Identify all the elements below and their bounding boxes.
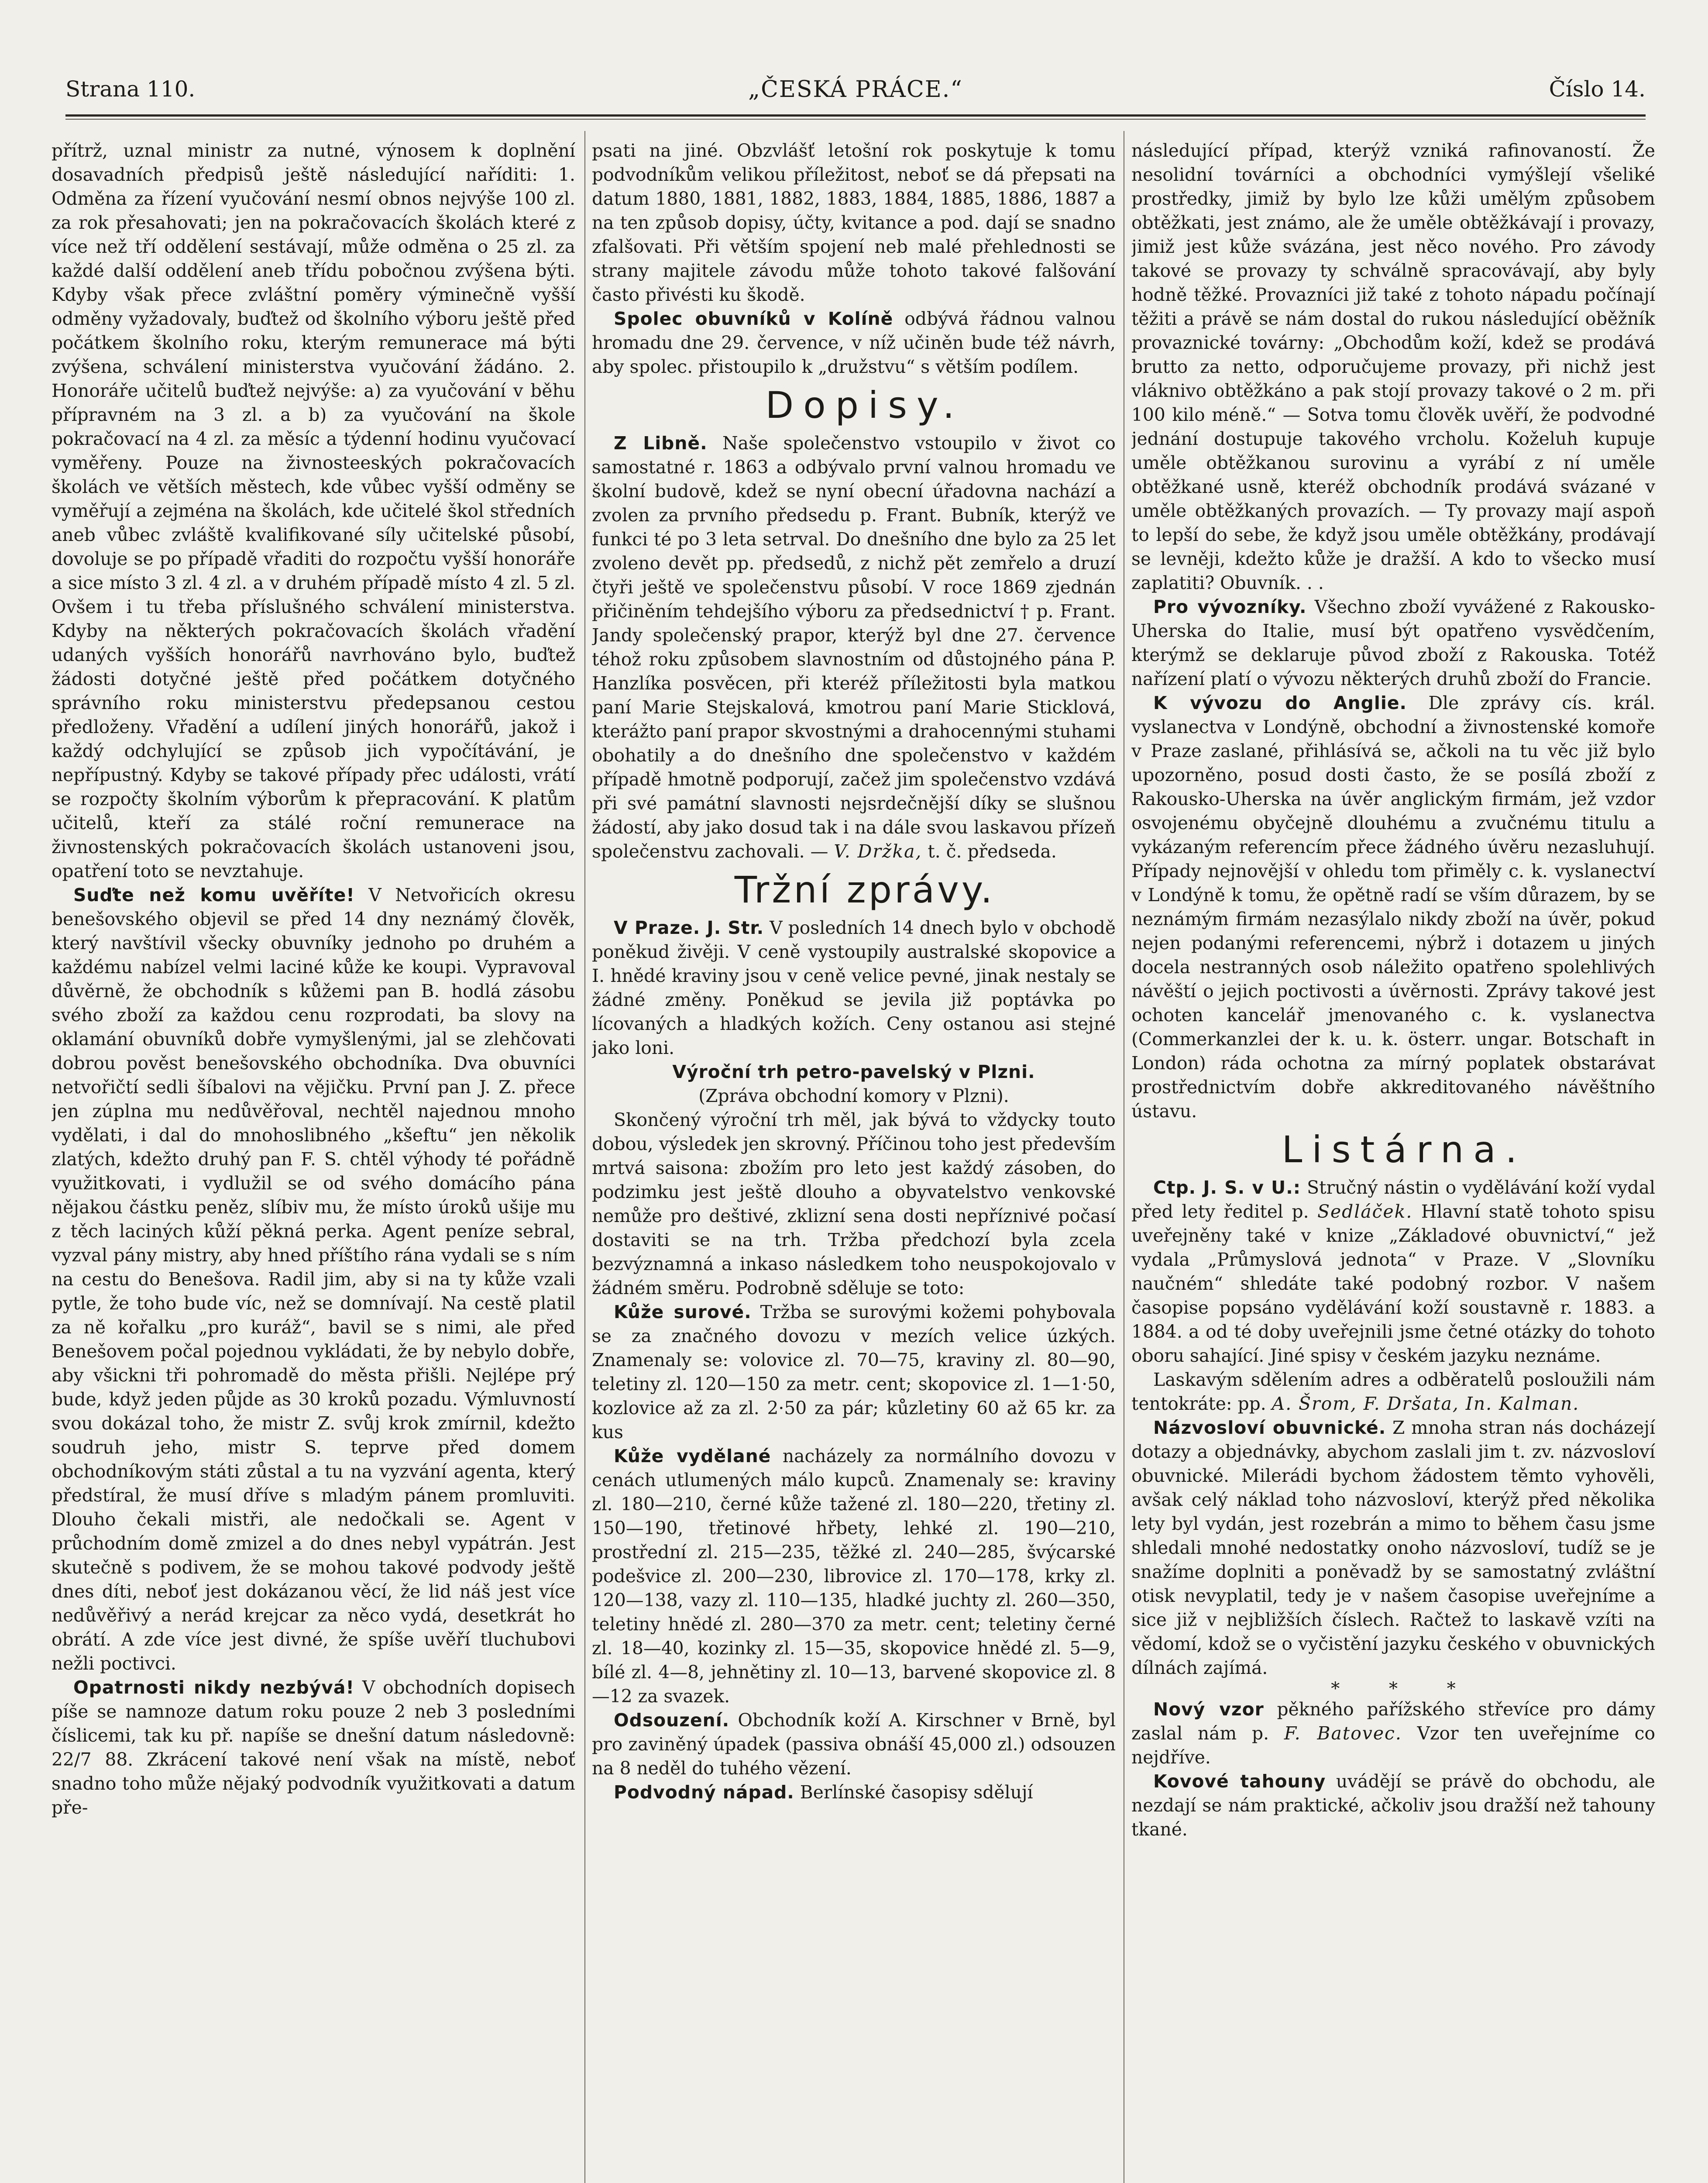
article-body: Všechno zboží vyvážené z Rakousko-Uherska do Italie, musí být opatřeno vysvědčením, kterýmž se deklaruje původ zboží z Rakouska. Totéž nařízení platí o vývozu některých druhů zboží do Francie. [1131,596,1655,689]
article-subheading-plzen: (Zpráva obchodní komory v Plzni). [698,1085,1009,1106]
article-body: Obchodník koží A. Kirschner v Brně, byl pro zaviněný úpadek (passiva obnáší 45,000 zl.) odsouzen na 8 neděl do tuhého vězení. [592,1710,1116,1779]
article-body: Berlínské časopisy sdělují [800,1782,1033,1803]
person-name: F. Batovec. [1284,1723,1402,1744]
article-heading: Pro vývozníky. [1153,596,1307,617]
separator-stars: * * * [1331,1679,1478,1699]
article-liben [592,431,1116,864]
article-continued: psati na jiné. Obzvlášť letošní rok poskytuje k tomu podvodníkům velikou příležitost, neboť se dá přepsati na datum 1880, 1881, 1882, 1883, 1884, 1885, 1886, 1887 a na ten způsob dopisy, účty, kvitance a pod. dají se snadno zfalšovati. Při větším spojení neb malé přehlednosti se strany majitele závodu může tohoto takové falšování často přivésti ku škodě. [592,140,1116,305]
article-sentence [592,1708,1116,1780]
section-title-dopisy: Dopisy. [765,384,964,427]
letter-addresses [1131,1368,1655,1416]
article-body: Z mnoha stran nás docházejí dotazy a objednávky, abychom zaslali jim t. zv. názvosloví obuvnické. Milerádi bychom žádostem těmto vyhověli, avšak celý náklad toho názvosloví, kterýž před několika lety byl vydán, jest rozebrán a mimo to během času jsme shledali mnohé nedostatky onoho názvosloví, tudíž se je snažíme doplniti a poněvadž by se samostatný zvláštní otisk nevyplatil, tedy je v našem časopise uveřejníme a sice již v nejbližších číslech. Račtež to laskavě vzíti na vědomí, kdož se o vyčistění jazyku českého v obuvnických dílnách zajímá. [1131,1417,1655,1678]
article-heading: Suďte než komu uvěříte! [73,885,355,906]
article-body: pěkného pařížského střevíce pro dámy zaslal nám p. [1131,1699,1655,1744]
article-body: nacházely za normálního dovozu v cenách utlumených málo kupců. Znamenaly se: kraviny zl. 180—210, černé kůže tažené zl. 180—220, třetiny zl. 150—190, třetinové hřbety, lehké zl. 190—210, prostřední zl. 215—235, těžké zl. 240—285, švýcarské podešvice zl. 200—230, librovice zl. 170—178, krky zl. 120—138, vazy zl. 110—135, hladké juchty zl. 260—350, teletiny hnědé zl. 280—370 za metr. cent; teletiny černé zl. 18—40, kozinky zl. 15—35, skopovice hnědé zl. 5—9, bílé zl. 4—8, jehnětiny zl. 10—13, barvené skopovice zl. 8—12 za svazek. [592,1446,1116,1707]
article-body: odbývá řádnou valnou hromadu dne 29. července, v níž učiněn bude též návrh, aby spolec. přistoupilo k „družstvu“ s větším podílem. [592,308,1116,377]
article-continued: následující případ, kterýž vzniká rafinovaností. Že nesolidní továrníci a obchodníci vymýšlejí všeliké prostředky, jimiž by bylo lze kůži umělým způsobem obtěžkati, jest známo, ale že uměle obtěžkávají i provazy, jimiž jest kůže svázána, jest něco nového. Pro závody takové se provazy ty schválně spracovávají, aby byly hodně těžké. Provazníci již také z tohoto nápadu počínají těžiti a právě se nám dostal do rukou následující oběžník provaznické továrny: „Obchodům koží, kdež se prodává brutto za netto, odporučujeme provazy, při nichž jest vláknivo obtěžkáno a pak stojí provazy takové o 2 m. při 100 kilo méně.“ — Sotva tomu člověk uvěří, že podvodné jednání dostupuje takového vrcholu. Koželuh kupuje uměle obtěžkanou surovinu a vyrábí z ní uměle obtěžkané usně, kteréž obchodník prodává svázané v uměle obtěžkaných provazích. — Ty provazy mají aspoň to lepší do sebe, že když jsou uměle obtěžkány, prodávají se levněji, kdežto kůže je dražší. A kdo to všecko musí zaplatiti? Obuvník. . . [1131,140,1655,593]
article-body: V posledních 14 dnech bylo v obchodě poněkud živěji. V ceně vystoupily australské skopovice a I. hnědé kraviny jsou v ceně velice pevné, jinak nestaly se žádné změny. Poněkud se jevila již poptávka po lícovaných a hladkých kožích. Ceny ostanou asi stejné jako loni. [592,917,1116,1058]
column-1 [52,139,575,2183]
article-body: V Netvořicích okresu benešovského objevil se před 14 dny neznámý člověk, který navštívil všecky obuvníky jednoho po druhém a každému nabízel velmi laciné kůže ke koupi. Vypravoval důvěrně, že obchodník s kůžemi pan B. hodlá zásobu svého zboží za každou cenu rozprodati, ba slovy na oklamání obuvníků dobře vymyšlenými, jal se zlehčovati dobrou pověst benešovského obchodníka. Dva obuvníci netvořičtí sedli šíbalovi na vějičku. První pan J. Z. přece jen zúplna mu nedůvěřoval, nechtěl najednou mnoho vydělati, i dal do mnohoslibného „kšeftu“ jen několik zlatých, kdežto druhý pan F. S. chtěl výhody té pořádně využitkovati, i vydlužil se od svého domácího pána nějakou částku peněz, slíbiv mu, že místo úroků ušije mu z těch laciných kůží pěkná perka. Agent peníze sebral, vyzval pány mistry, aby hned příštího rána vydali se s ním na cestu do Benešova. Radil jim, aby si na ty kůže vzali pytle, že toho bude víc, než se domnívají. Na cestě platil za ně kořalku „pro kuráž“, bavil se s nimi, ale před Benešovem počal pojednou vykládati, že by nebylo dobře, aby všickni tři pohromadě do města přišli. Nejlépe prý bude, když jeden půjde as 30 kroků pozadu. Výmluvností svou dokázal toho, že mistr Z. svůj krok zmírnil, kdežto soudruh jeho, mistr S. teprve před domem obchodníkovým státi zůstal a tu na vyzvání agenta, který předstíral, že musí dříve s mladým pánem promluviti. Dlouho čekali mistři, ale nedočkali se. Agent v průchodním domě zmizel a do dnes nebyl vypátrán. Jest skutečně s podivem, že se mohou takové podvody ještě dnes díti, neboť jest dokázanou věcí, že lid náš jest více nedůvěřivý a nerád krejcar za něco vydá, desetkrát ho obrátí. A zde více jest divné, že spíše uvěří tluchubovi nežli poctivci. [52,885,575,1674]
signature-name: V. Držka, [834,841,922,862]
article-heading: K vývozu do Anglie. [1153,692,1407,713]
article-continued: přítrž, uznal ministr za nutné, výnosem k doplnění dosavadních předpisů ještě následující naříditi: 1. Odměna za řízení vyučování nesmí obnos nejvýše 100 zl. za rok přesahovati; jen na pokračovacích školách které z více než tří oddělení sestávají, může odměna o 25 zl. za každé další oddělení aneb třídu pobočnou zvýšena býti. Kdyby však přece zvláštní poměry výminečně vyšší odměny vyžadovaly, buďtež od školního výboru ještě před počátkem školního roku, kterým remunerace má býti zvýšena, schválení ministerstva vyučování žádáno. 2. Honoráře učitelů buďtež nejvýše: a) za vyučování v běhu přípravném na 3 zl. a b) za vyučování na škole pokračovací na 4 zl. za měsíc a týdenní hodinu vyučovací vyměřeny. Pouze na živnosteeských pokračovacích školách ve větších městech, kde vůbec vyšší odměny se vyměřují a zejména na školách, kde učitelé škol středních aneb vůbec zvláště kvalifikované síly učitelské působí, dovoluje se po případě vřaditi do rozpočtu vyšší honoráře a sice místo 3 zl. 4 zl. a v druhém případě místo 4 zl. 5 zl. Ovšem i tu třeba příslušného schválení ministerstva. Kdyby na některých pokračovacích školách vřadění udaných vyšších honorářů navrhováno bylo, buďtež žádosti dotyčné ještě před počátkem dotyčného správního roku ministerstvu předepsanou cestou předloženy. Vřadění a udílení jiných honorářů, jakož i každý odchylující se způsob jich vypočítávání, je nepřípustný. Kdyby se takové případy přec události, vrátí se rozpočty školním výborům k přepracování. K platům učitelů, kteří za stálé roční remunerace na živnostenských pokračovacích školách ustanoveni jsou, opatření toto se nevztahuje. [52,140,575,881]
article-praha [592,916,1116,1060]
article-heading-plzen: Výroční trh petro-pavelský v Plzni. [672,1061,1035,1082]
article-heading: Z Libně. [614,433,708,454]
article-fraud-idea [592,1780,1116,1804]
article-heading: Nový vzor [1153,1699,1264,1720]
page-header [65,68,1646,116]
article-heading: Spolec obuvníků v Kolíně [614,308,894,329]
article-heading: Kůže surové. [614,1302,752,1322]
article-fraud-warning [52,883,575,1676]
article-tanned-hides [592,1444,1116,1708]
article-body: Dle zprávy cís. král. vyslanectva v Londýně, obchodní a živnostenské komoře v Praze zaslané, přihlásívá se, ačkoli na tu věc již bylo upozorněno, posud dosti často, že se posílá zboží z Rakousko-Uherska na úvěr anglickým firmám, jež vzdor osvojenému obyčejně dlouhému a zvučnému titulu a vykázaným referencím přece žádného úvěru nezasluhují. Případy nejnovější v ohledu tom přiměly c. k. vyslanectví v Londýně k tomu, že opětně radí se vším důrazem, by se neznámým firmám nezasýlalo nikdy zboží na úvěr, pokud nejen podanými referencemi, nýbrž i dotazem u jiných docela nestranných osob náležito opatřeno spolehlivých návěští o jejich poctivosti a úvěrnosti. Zprávy takové jest ochoten kancelář jmenovaného c. k. vyslanectva (Commerkanzlei der k. u. k. österr. ungar. Botschaft in London) ráda ochotna za mírný poplatek obstarávat prostřednictvím dobře akkreditovaného návěštního ústavu. [1131,692,1655,1122]
article-body: Vzor ten uveřejníme co nejdříve. [1131,1723,1655,1768]
article-heading: Názvosloví obuvnické. [1153,1417,1386,1438]
header-rule-thin [65,119,1646,120]
issue-number: Číslo 14. [1549,76,1646,102]
letter-reply [1131,1176,1655,1368]
article-caution [52,1676,575,1820]
section-title-trzni-zpravy: Tržní zprávy. [734,868,995,911]
article-heading: Kovové tahouny [1153,1771,1326,1792]
article-heading: V Praze. J. Str. [614,917,764,938]
signature-role: t. č. předseda. [928,841,1057,862]
section-title-listarna: Listárna. [1282,1128,1527,1171]
article-heading: Ctp. J. S. v U.: [1153,1177,1301,1198]
article-plzen: Skončený výroční trh měl, jak bývá to vždycky touto dobou, výsledek jen skrovný. Příčinou toho jest především mrtvá saisona: zbožím pro leto jest každý zásoben, do podzimku jest ještě dlouho a obyvatelstvo venkovské nemůže pro deštivé, zklizní sena dosti nepříznivé počasí dostaviti se na trh. Tržba předchozí byla zcela bezvýznamná a inkaso následkem toho neuspokojovalo v žádném směru. Podrobně sděluje se toto: [592,1109,1116,1298]
article-metal-laces [1131,1770,1655,1842]
article-kolin [592,307,1116,379]
article-body: Naše společenstvo vstoupilo v život co samostatné r. 1863 a odbývalo první valnou hromadu ve školní budově, kdež se nyní obecní úřadovna nachází a zvolen za prvního předsedu p. Frant. Bubník, kterýž ve funkci té po 3 leta setrval. Do dnešního dne bylo za 25 let zvoleno devět pp. předsedů, z nichž pět zemřelo a druzí čtyři ještě ve společenstvu působí. V roce 1869 zjednán přičiněním tehdejšího výboru za předsednictví † p. Frant. Jandy společenský prapor, kterýž byl dne 27. července téhož roku způsobem slavnostním od důstojného pána P. Hanzlíka posvěcen, při kteréž příležitosti byla matkou paní Marie Stejskalová, kmotrou paní Marie Sticklová, kterážto paní prapor skvostnými a drahocennými stuhami obohatily a do dnešního dne společenstvo v každém případě hmotně podporují, začež jim společenstvo vzdává při své památní slavnosti nejsrdečnější díky se slušnou žádostí, aby jako dosud tak i na dále svou laskavou přízeň společenstvu zachovali. — [592,433,1116,862]
article-terminology [1131,1416,1655,1680]
article-heading: Kůže vydělané [614,1446,771,1467]
publication-title: „ČESKÁ PRÁCE.“ [748,76,963,103]
person-name: Sedláček. [1317,1201,1413,1222]
article-new-model [1131,1698,1655,1770]
page-number: Strana 110. [65,76,196,102]
article-body: Tržba se surovými kožemi pohybovala se za značného dovozu v mezích velice úzkých. Znamenaly se: volovice zl. 70—75, kraviny zl. 80—90, teletiny zl. 120—150 za metr. cent; skopovice zl. 1—1·50, kozlovice až za zl. 2·50 za pár; kůzletiny 60 až 65 kr. za kus [592,1302,1116,1443]
article-heading: Opatrnosti nikdy nezbývá! [73,1677,354,1698]
column-2 [592,139,1116,2183]
article-body: Laskavým sdělením adres a odběratelů posloužili nám tentokráte: pp. [1131,1369,1655,1414]
article-body: V obchodních dopisech píše se namnoze datum roku pouze 2 neb 3 posledními číslicemi, tak ku př. napíše se dnešní datum následovně: 22/7 88. Zkrácení takové není však na místě, neboť snadno toho může nějaký podvodník využitkovati a datum pře- [52,1677,575,1818]
article-body: uvádějí se právě do obchodu, ale nezdají se nám praktické, ačkoliv jsou dražší než tahouny tkané. [1131,1771,1655,1840]
article-heading: Podvodný nápad. [614,1782,794,1803]
article-england [1131,691,1655,1123]
article-body: Stručný nástin o vydělávání koží vydal před lety ředitel p. [1131,1177,1655,1222]
person-names: A. Šrom, F. Dršata, In. Kalman. [1272,1393,1580,1414]
column-3 [1131,139,1655,2183]
article-body: Hlavní statě tohoto spisu uveřejněny také v knize „Základové obuvnictví,“ jež vydala „Průmyslová jednota“ v Praze. V „Slovníku naučném“ shledáte také podobný rozbor. V našem časopise popsáno vydělávání koží soustavně r. 1883. a 1884. a od té doby uveřejnili jsme četné otázky do tohoto oboru sahající. Jiné spisy v českém jazyku neznáme. [1131,1201,1655,1366]
article-heading: Odsouzení. [614,1710,730,1731]
header-rule-thick [65,114,1646,117]
article-raw-hides [592,1300,1116,1444]
column-divider-1 [584,131,585,2183]
article-exporters [1131,595,1655,691]
